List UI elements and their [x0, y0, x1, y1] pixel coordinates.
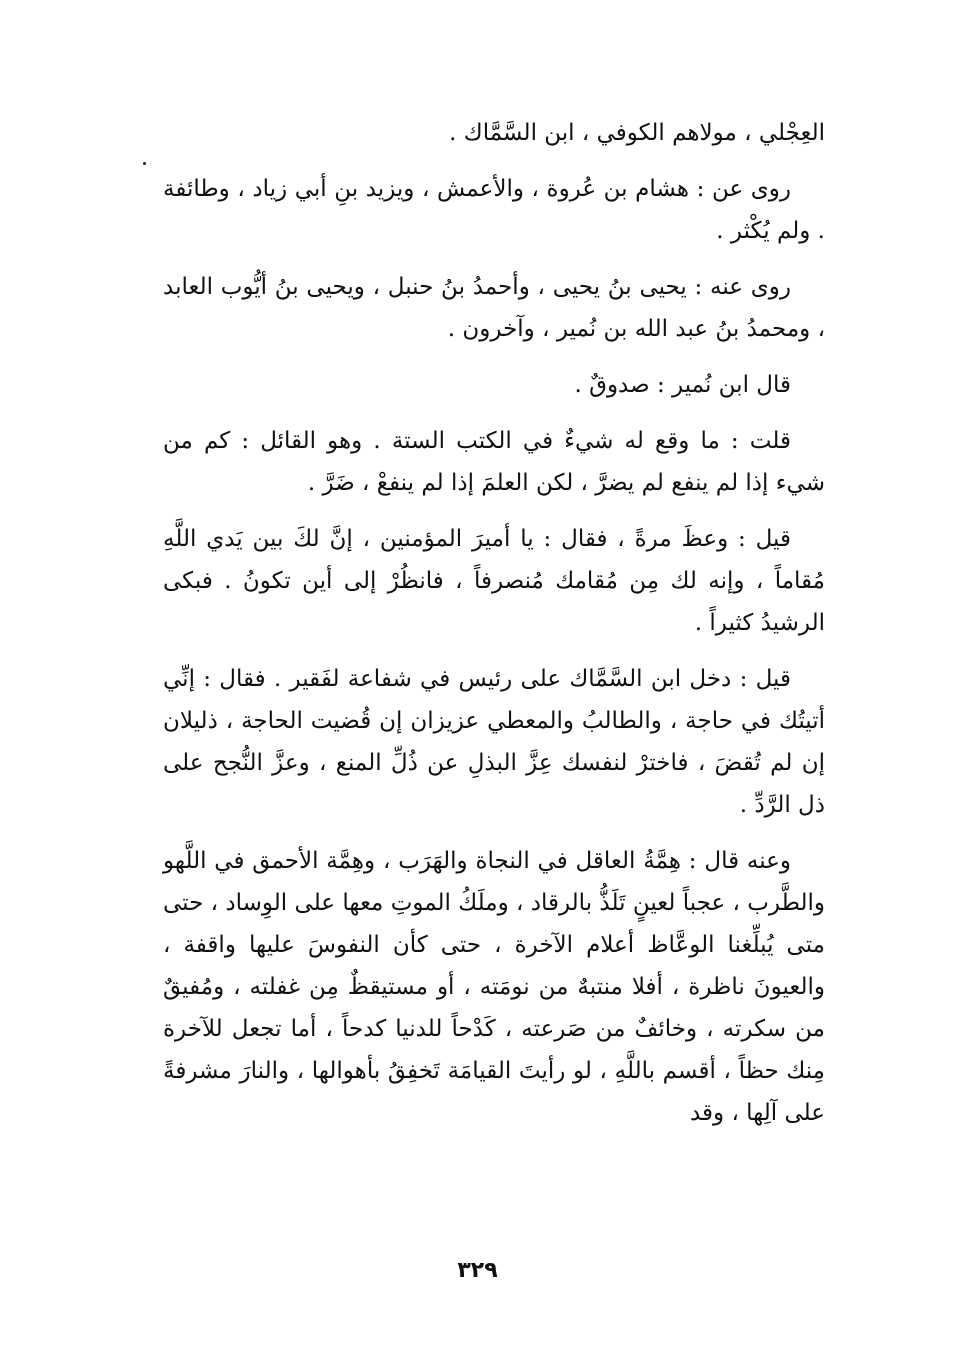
- paragraph-narrated-from: روى عن : هشام بن عُروة ، والأعمش ، ويزيد بنِ أبي زياد ، وطائفة . ولم يُكْثر .: [163, 176, 825, 244]
- paragraph-ibn-numayr: قال ابن نُمير : صدوقٌ .: [574, 372, 791, 398]
- page-body: [163, 112, 825, 1148]
- paragraph-saying: وعنه قال : هِمَّةُ العاقل في النجاة والهَرَب ، وهِمَّة الأحمق في اللَّهو والطَّرب ، عجباً لعينٍ تَلَذُّ بالرقاد ، وملَكُ الموتِ معها على الوِساد ، حتى متى يُبلِّغنا الوعَّاظ أعلام الآخرة ، حتى كأن النفوسَ عليها واقفة ، والعيونَ ناظرة ، أفلا منتبهٌ من نومَته ، أو مستيقظٌ مِن غفلته ، ومُفيقٌ من سكرته ، وخائفٌ من صَرعته ، كَدْحاً للدنيا كدحاً ، أما تجعل للآخرة مِنك حظاً ، أقسم باللَّهِ ، لو رأيتَ القيامَة تَخفِقُ بأهوالها ، والنارَ مشرفةً على آلِها ، وقد: [163, 848, 825, 1126]
- paragraph-narrated-by: روى عنه : يحيى بنُ يحيى ، وأحمدُ بنُ حنبل ، ويحيى بنُ أيُّوب العابد ، ومحمدُ بنُ عبد الله بن نُمير ، وآخرون .: [163, 274, 825, 342]
- scan-speck: [143, 162, 146, 165]
- page-number: ٣٢٩: [457, 1258, 498, 1283]
- paragraph-sermon-rashid: قيل : وعظَ مرةً ، فقال : يا أميرَ المؤمنين ، إنَّ لكَ بين يَدي اللَّهِ مُقاماً ، وإنه لك مِن مُقامك مُنصرفاً ، فانظُرْ إلى أين تكونُ . فبكى الرشيدُ كثيراً .: [163, 526, 825, 636]
- paragraph-continuation: العِجْلي ، مولاهم الكوفي ، ابن السَّمَّاك .: [449, 120, 825, 146]
- paragraph-author-note: قلت : ما وقع له شيءٌ في الكتب الستة . وهو القائل : كم من شيء إذا لم ينفع لم يضرَّ ، لكن العلمَ إذا لم ينفعْ ، ضَرَّ .: [163, 428, 825, 496]
- paragraph-intercession: قيل : دخل ابن السَّمَّاك على رئيس في شفاعة لفَقير . فقال : إنِّي أتيتُك في حاجة ، والطالبُ والمعطي عزيزان إن قُضيت الحاجة ، ذليلان إن لم تُقضَ ، فاخترْ لنفسك عِزَّ البذلِ عن ذُلِّ المنع ، وعزَّ النُّجح على ذل الرَّدِّ .: [163, 666, 825, 818]
